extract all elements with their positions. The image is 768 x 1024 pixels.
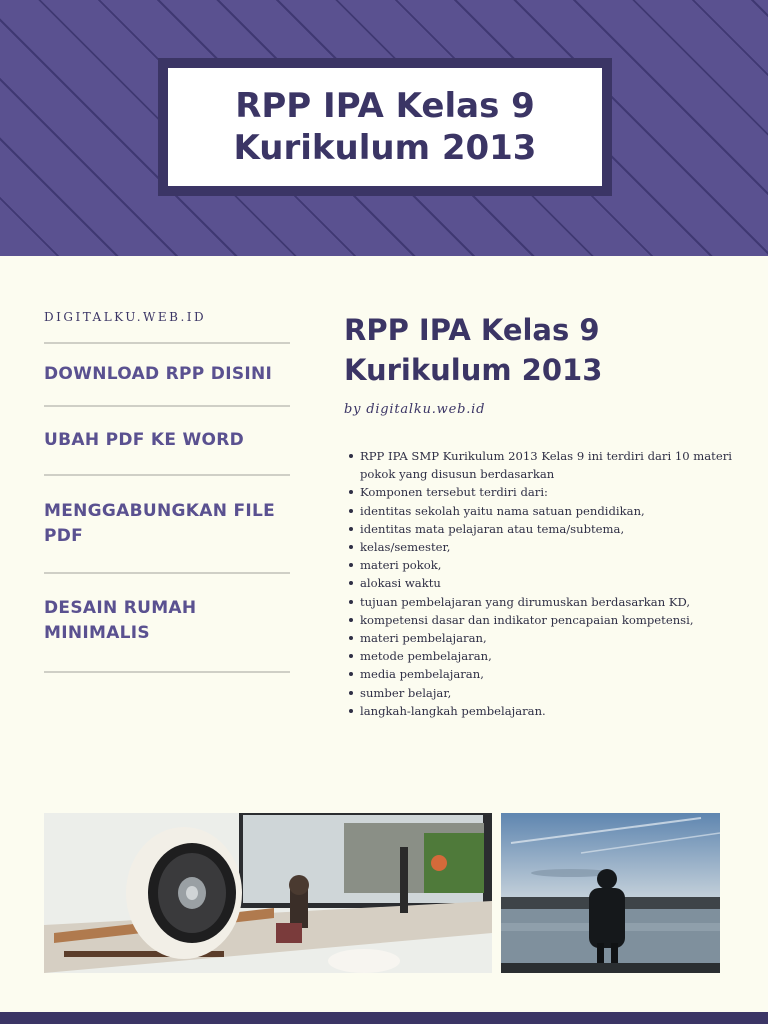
photo-desk-speaker [44, 813, 492, 973]
list-item: metode pembelajaran, [360, 647, 734, 665]
list-item: Komponen tersebut terdiri dari: [360, 483, 734, 501]
man-by-lake-illustration [501, 813, 720, 973]
sidebar-item-label[interactable]: UBAH PDF KE WORD [44, 430, 245, 450]
list-item: langkah-langkah pembelajaran. [360, 702, 734, 720]
article-title-line1: RPP IPA Kelas 9 [344, 313, 600, 347]
header-banner [0, 0, 768, 256]
list-item: materi pembelajaran, [360, 629, 734, 647]
footer-bar [0, 1012, 768, 1024]
list-item: kelas/semester, [360, 538, 734, 556]
list-item: materi pokok, [360, 556, 734, 574]
list-item: identitas sekolah yaitu nama satuan pendidikan, [360, 502, 734, 520]
list-item: identitas mata pelajaran atau tema/subtema, [360, 520, 734, 538]
sidebar-item-pdf-to-word[interactable] [44, 407, 290, 455]
page-title-line2: Kurikulum 2013 [233, 128, 537, 168]
desk-speaker-illustration [44, 813, 492, 973]
title-box [168, 68, 602, 186]
sidebar-item-label-line2[interactable]: PDF [44, 526, 84, 546]
list-item: alokasi waktu [360, 574, 734, 592]
sidebar-item-desain-rumah[interactable] [44, 574, 290, 647]
site-name: DIGITALKU.WEB.ID [44, 310, 207, 324]
photo-man-lake [501, 813, 720, 973]
page-title-line1: RPP IPA Kelas 9 [235, 86, 535, 126]
byline: by digitalku.web.id [344, 402, 486, 417]
list-item: kompetensi dasar dan indikator pencapaian kompetensi, [360, 611, 734, 629]
divider [44, 671, 290, 673]
sidebar-item-download-rpp[interactable] [44, 344, 290, 391]
sidebar-item-label[interactable]: DOWNLOAD RPP DISINI [44, 364, 273, 384]
title-frame [158, 58, 612, 196]
article-title [344, 310, 644, 390]
bullet-list [344, 447, 734, 720]
main-content [344, 310, 734, 720]
sidebar [44, 310, 290, 673]
list-item: RPP IPA SMP Kurikulum 2013 Kelas 9 ini terdiri dari 10 materi pokok yang disusun berdasarkan [360, 447, 734, 483]
list-item: media pembelajaran, [360, 665, 734, 683]
list-item: tujuan pembelajaran yang dirumuskan berdasarkan KD, [360, 593, 734, 611]
sidebar-item-merge-pdf[interactable] [44, 476, 290, 550]
sidebar-item-label-line1[interactable]: DESAIN RUMAH [44, 598, 197, 618]
sidebar-item-label-line2[interactable]: MINIMALIS [44, 623, 150, 643]
article-title-line2: Kurikulum 2013 [344, 353, 603, 387]
sidebar-item-label-line1[interactable]: MENGGABUNGKAN FILE [44, 501, 276, 521]
page-title [220, 85, 550, 169]
list-item: sumber belajar, [360, 684, 734, 702]
header-divider [0, 256, 768, 266]
